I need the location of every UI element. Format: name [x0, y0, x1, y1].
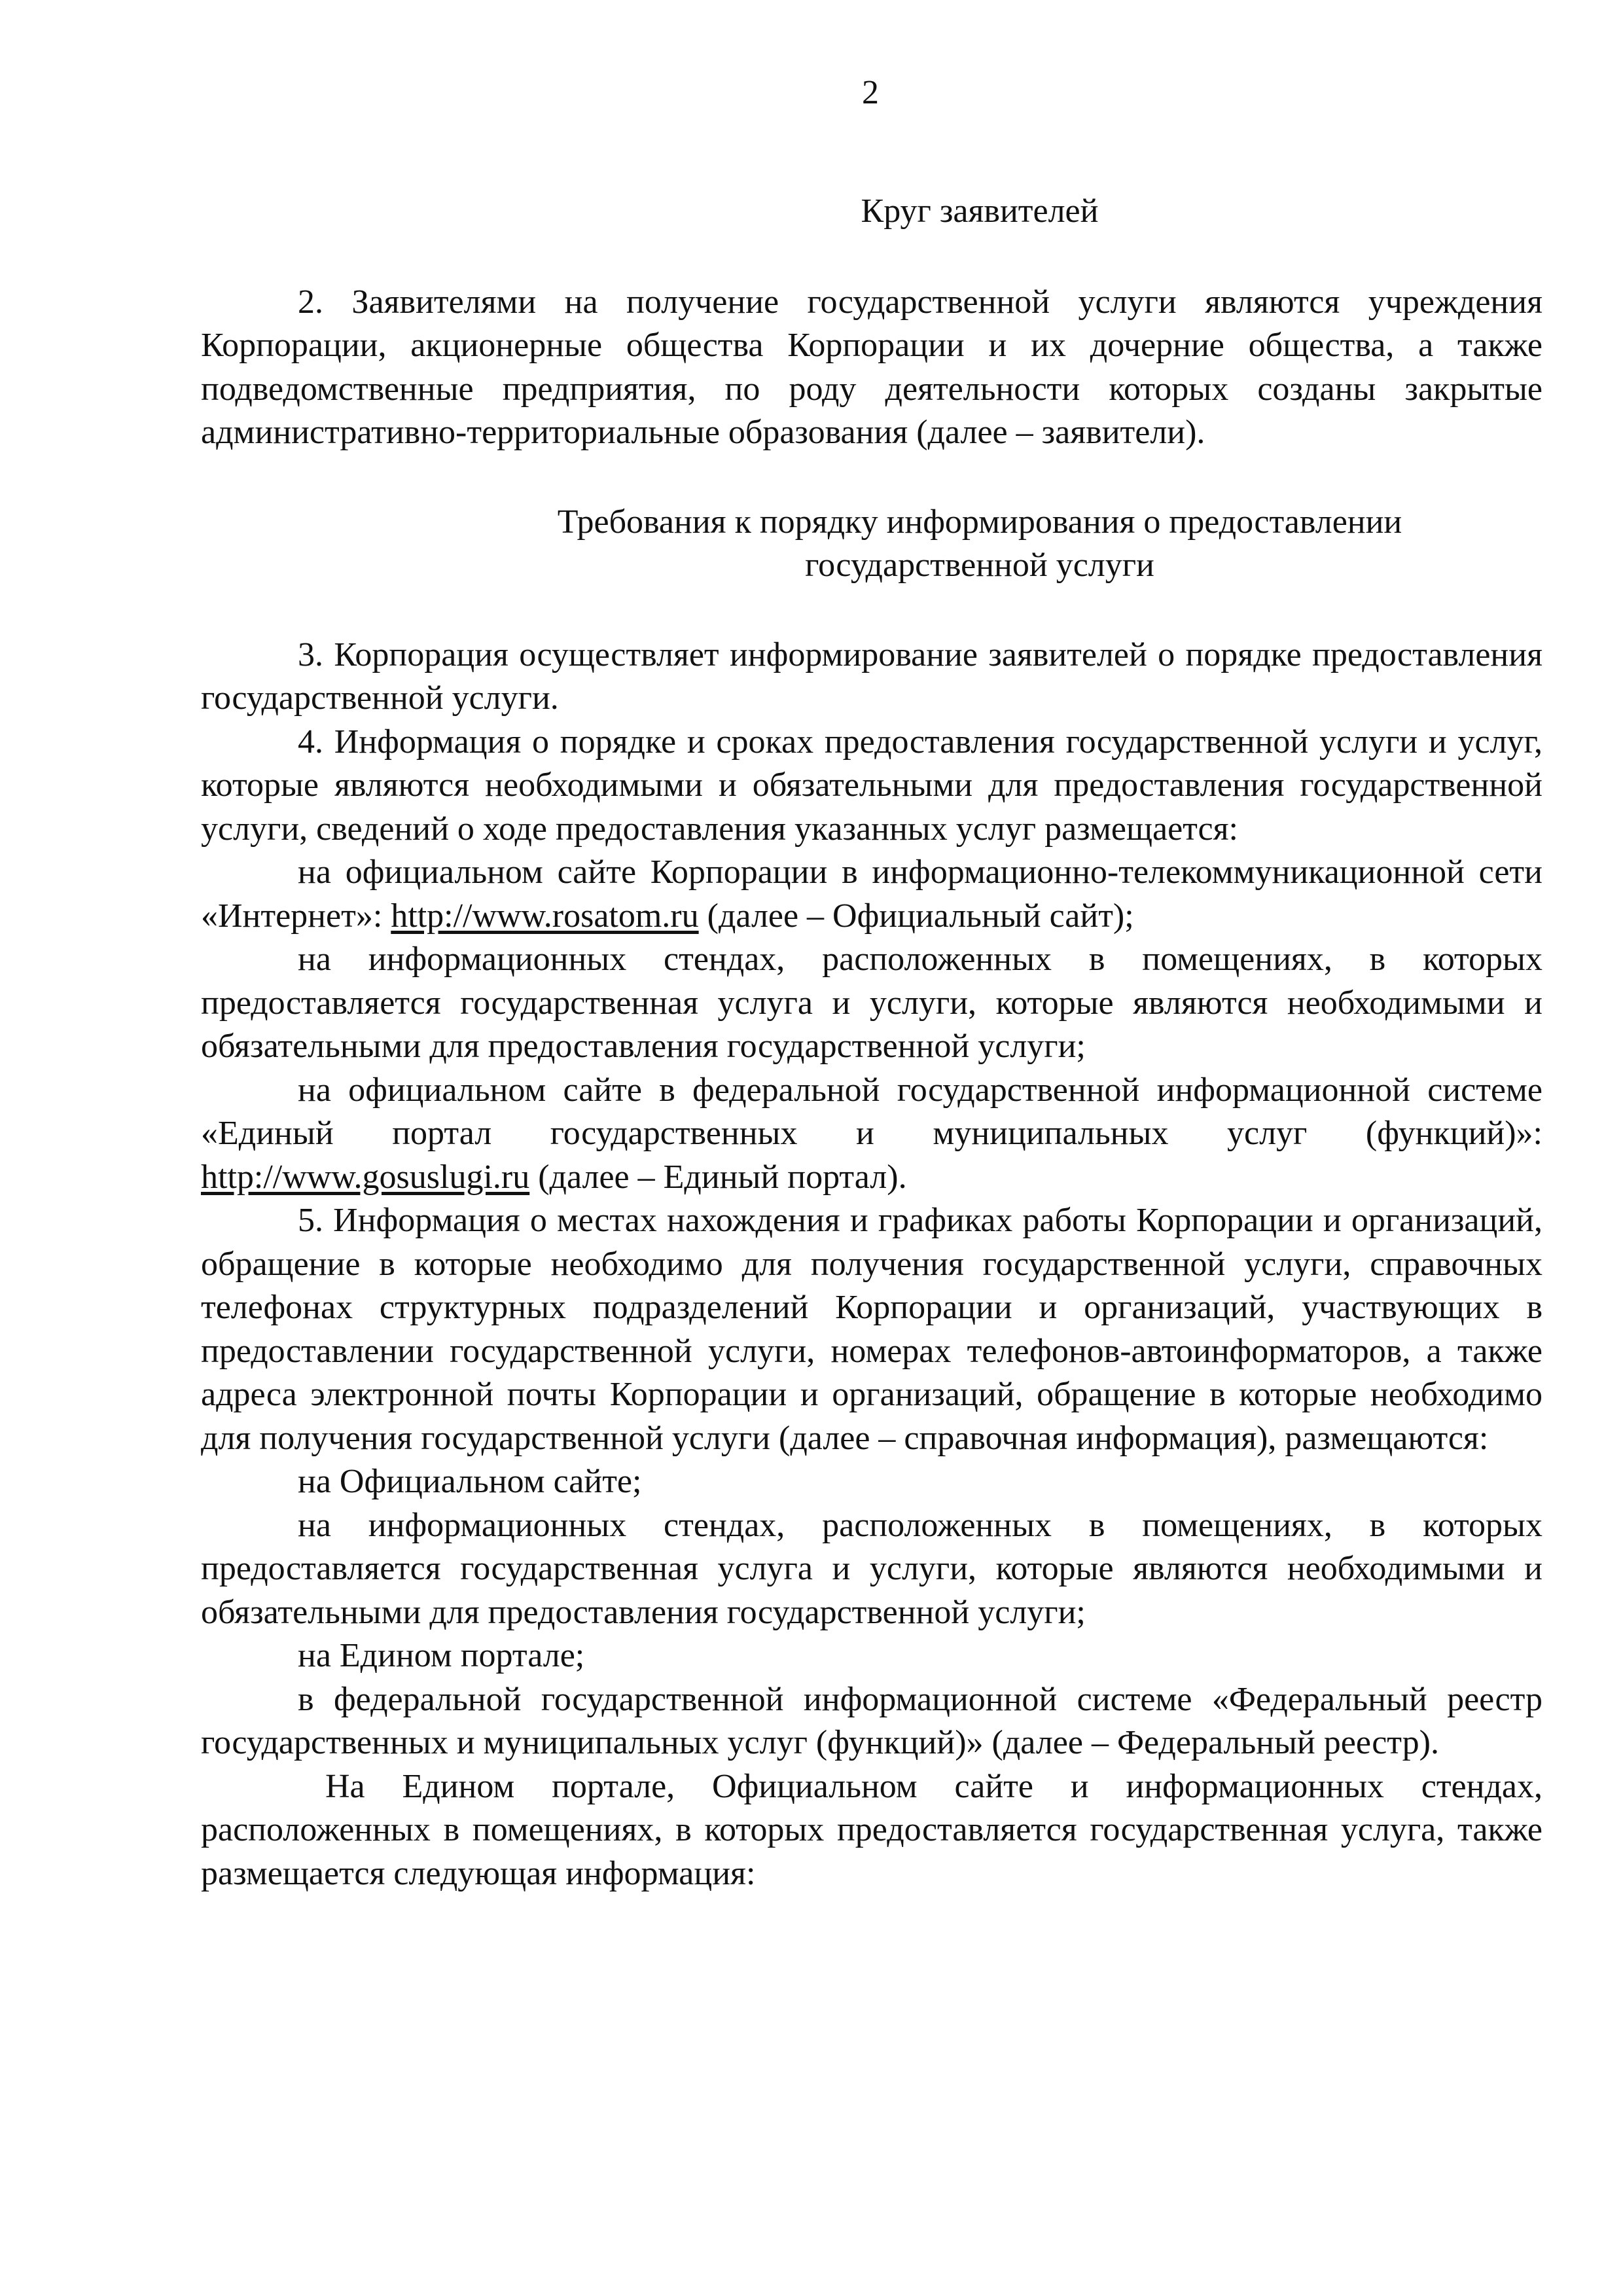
paragraph-2: 2. Заявителями на получение государственной услуги являются учреждения Корпорации, акционерные общества Корпорации и их дочерние общества, а также подведомственные предприятия, по роду деятельности которых созданы закрытые административно-территориальные образования (далее – заявители). — [201, 283, 1543, 451]
section-heading-requirements — [417, 501, 1543, 588]
official-site-text-after: (далее – Официальный сайт); — [698, 897, 1134, 935]
list-item-portal — [201, 1069, 1543, 1200]
heading-line-2: государственной услуги — [805, 547, 1154, 584]
list-item-stands-2: на информационных стендах, расположенных в помещениях, в которых предоставляется государственная услуга и услуги, которые являются необходимыми и обязательными для предоставления государственной услуги; — [201, 1506, 1543, 1631]
list-item-stands: на информационных стендах, расположенных в помещениях, в которых предоставляется государственная услуга и услуги, которые являются необходимыми и обязательными для предоставления государственной услуги; — [201, 941, 1543, 1065]
rosatom-link[interactable]: http://www.rosatom.ru — [391, 897, 699, 935]
list-item-on-portal: на Едином портале; — [298, 1637, 585, 1674]
portal-text-before: на официальном сайте в федеральной государственной информационной системе «Единый портал государственных и муниципальных услуг (функций)»: — [201, 1071, 1543, 1152]
section-heading-applicants: Круг заявителей — [861, 192, 1099, 230]
list-item-federal-registry: в федеральной государственной информационной системе «Федеральный реестр государственных и муниципальных услуг (функций)» (далее – Федеральный реестр). — [201, 1680, 1543, 1761]
paragraph-final: На Едином портале, Официальном сайте и информационных стендах, расположенных в помещениях, в которых предоставляется государственная услуга, также размещается следующая информация: — [201, 1767, 1543, 1892]
list-item-official-site — [201, 851, 1543, 938]
list-item-on-official-site: на Официальном сайте; — [298, 1463, 642, 1500]
paragraph-5: 5. Информация о местах нахождения и графиках работы Корпорации и организаций, обращение в которые необходимо для получения государственной услуги, справочных телефонах структурных подразделений Корпорации и организаций, участвующих в предоставлении государственной услуги, номерах телефонов-автоинформаторов, а также адреса электронной почты Корпорации и организаций, обращение в которые необходимо для получения государственной услуги (далее – справочная информация), размещаются: — [201, 1202, 1543, 1457]
portal-text-after: (далее – Единый портал). — [529, 1158, 907, 1196]
heading-line-1: Требования к порядку информирования о предоставлении — [557, 503, 1402, 541]
page-number: 2 — [862, 74, 879, 111]
official-site-text-before: на официальном сайте Корпорации в информационно-телекоммуникационной сети «Интернет»: — [201, 853, 1543, 935]
paragraph-4: 4. Информация о порядке и сроках предоставления государственной услуги и услуг, которые являются необходимыми и обязательными для предоставления государственной услуги, сведений о ходе предоставления указанных услуг размещается: — [201, 723, 1543, 848]
paragraph-3: 3. Корпорация осуществляет информирование заявителей о порядке предоставления государственной услуги. — [201, 636, 1543, 717]
document-body — [201, 190, 1543, 1895]
gosuslugi-link[interactable]: http://www.gosuslugi.ru — [201, 1158, 530, 1196]
